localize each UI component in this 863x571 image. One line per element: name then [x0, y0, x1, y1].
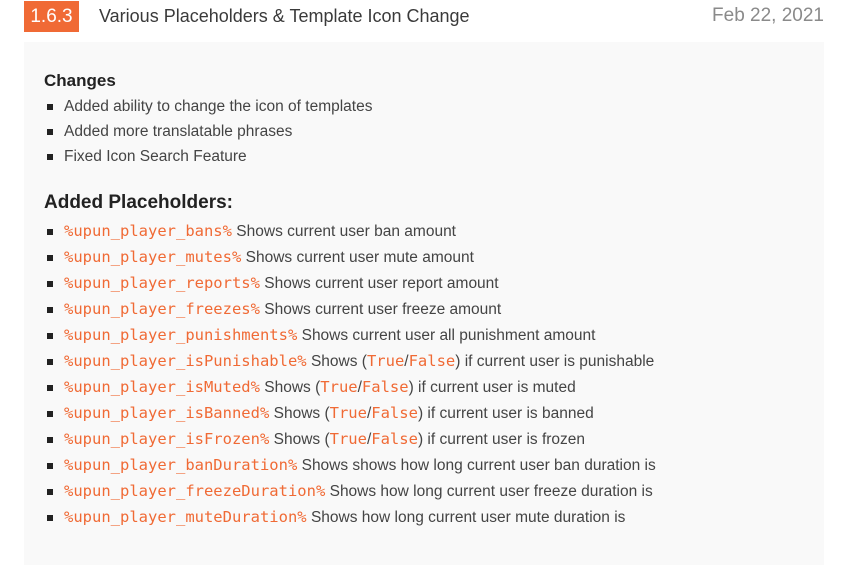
placeholder-description: Shows how long current user mute duration is	[306, 509, 626, 526]
value-separator: /	[357, 379, 362, 396]
placeholder-item	[44, 452, 656, 478]
placeholder-item	[44, 218, 656, 244]
placeholder-item	[44, 374, 656, 400]
placeholder-code: %upun_player_reports%	[64, 274, 260, 292]
list-item: Added ability to change the icon of templates	[44, 94, 372, 119]
placeholder-item	[44, 322, 656, 348]
list-item: Added more translatable phrases	[44, 119, 372, 144]
placeholder-description: Shows current user freeze amount	[259, 301, 502, 318]
false-value: False	[371, 430, 418, 448]
placeholder-item	[44, 504, 656, 530]
placeholder-code: %upun_player_bans%	[64, 222, 232, 240]
placeholder-description-prefix: Shows (	[306, 353, 367, 370]
placeholder-code: %upun_player_muteDuration%	[64, 508, 307, 526]
version-badge: 1.6.3	[24, 1, 79, 32]
placeholder-description-suffix: ) if current user is banned	[417, 405, 594, 422]
placeholder-item	[44, 244, 656, 270]
placeholder-description: Shows shows how long current user ban duration is	[297, 457, 656, 474]
placeholder-description-prefix: Shows (	[269, 405, 330, 422]
placeholder-code: %upun_player_isBanned%	[64, 404, 270, 422]
list-item: Fixed Icon Search Feature	[44, 144, 372, 169]
value-separator: /	[366, 405, 372, 422]
placeholder-code: %upun_player_mutes%	[64, 248, 242, 266]
placeholder-item	[44, 478, 656, 504]
true-value: True	[320, 378, 358, 396]
changes-list	[44, 94, 372, 169]
placeholder-code: %upun_player_isFrozen%	[64, 430, 270, 448]
false-value: False	[361, 378, 409, 396]
placeholder-code: %upun_player_punishments%	[64, 326, 298, 344]
placeholder-item	[44, 296, 656, 322]
value-separator: /	[366, 431, 372, 448]
true-value: True	[366, 352, 405, 370]
false-value: False	[371, 404, 418, 422]
release-notes-card	[24, 42, 824, 565]
value-separator: /	[404, 353, 409, 370]
placeholder-item	[44, 348, 656, 374]
true-value: True	[329, 430, 367, 448]
placeholder-code: %upun_player_isPunishable%	[64, 352, 307, 370]
true-value: True	[329, 404, 367, 422]
placeholder-description-prefix: Shows (	[259, 379, 321, 396]
placeholder-description-prefix: Shows (	[269, 431, 330, 448]
placeholder-code: %upun_player_banDuration%	[64, 456, 298, 474]
placeholder-code: %upun_player_isMuted%	[64, 378, 260, 396]
placeholder-description-suffix: ) if current user is frozen	[417, 431, 586, 448]
placeholder-list	[44, 218, 656, 530]
placeholder-description-suffix: ) if current user is punishable	[455, 353, 655, 370]
placeholder-item	[44, 270, 656, 296]
placeholder-code: %upun_player_freezeDuration%	[64, 482, 326, 500]
false-value: False	[408, 352, 456, 370]
placeholder-description: Shows current user mute amount	[241, 249, 474, 266]
placeholder-description: Shows current user ban amount	[231, 223, 456, 240]
placeholder-description-suffix: ) if current user is muted	[408, 379, 576, 396]
placeholder-description: Shows how long current user freeze duration is	[325, 483, 653, 500]
placeholder-item	[44, 400, 656, 426]
placeholder-description: Shows current user report amount	[259, 275, 499, 292]
changes-heading: Changes	[44, 71, 116, 90]
release-date: Feb 22, 2021	[712, 5, 824, 26]
placeholder-code: %upun_player_freezes%	[64, 300, 260, 318]
placeholder-description: Shows current user all punishment amount	[297, 327, 596, 344]
release-header	[24, 0, 824, 32]
release-title: Various Placeholders & Template Icon Change	[99, 6, 470, 26]
placeholder-item	[44, 426, 656, 452]
placeholders-heading: Added Placeholders:	[44, 192, 233, 213]
